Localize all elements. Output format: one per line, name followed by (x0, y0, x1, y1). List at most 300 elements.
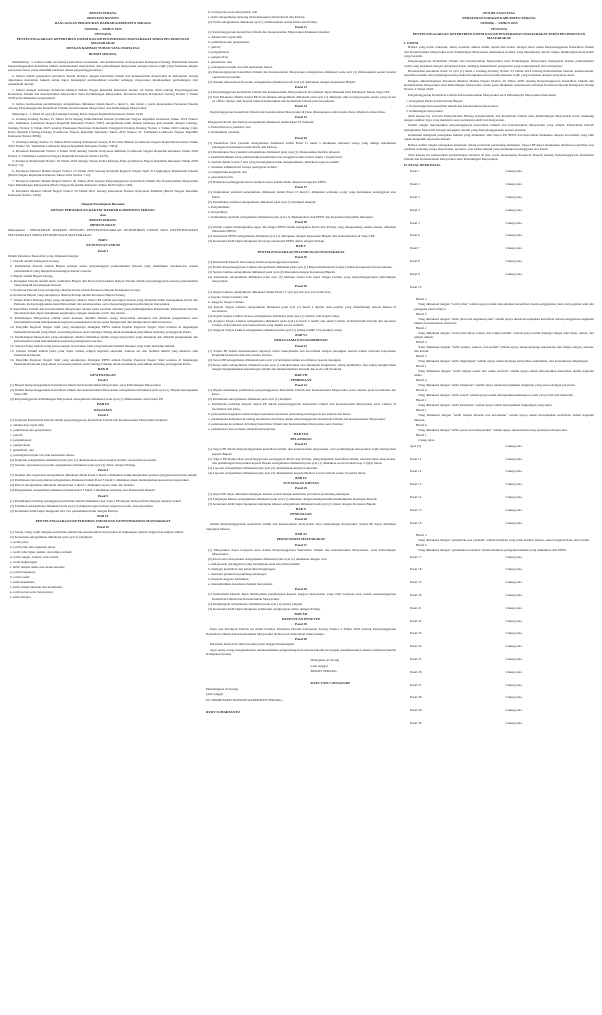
article-explanation-table (404, 169, 594, 297)
row-spacer (404, 212, 594, 221)
article-heading: Pasal 13 (295, 84, 307, 89)
table-row (404, 567, 594, 571)
list-item: d. pelaksanaan koordinasi di bidang Ketertiban Umum dan Ketenteraman Masyarakat serta Linmas; (208, 421, 344, 426)
table-row (404, 233, 594, 237)
article-explanation: Cukup jelas. (505, 482, 523, 487)
article-explanation: Cukup jelas. (505, 592, 523, 597)
list-item: (2) Kegiatan sebagaimana dimaksud pada ayat (1) dilaksanakan sesuai dengan standar operasional prosedur. (10, 458, 157, 463)
article-label: Pasal 29 (410, 708, 422, 713)
huruf-explanation: Yang dimaksud dengan "tertib kesehatan" adalah upaya untuk mewujudkan lingkungan yang sehat. (418, 403, 553, 408)
article-heading: Pasal 20 (295, 284, 307, 289)
chapter-heading: KEWENANGAN (90, 372, 116, 377)
article-label: Pasal 1 (410, 169, 420, 174)
huruf-explanation: Yang dimaksud dengan "tertib jalan" adalah upaya untuk mewujudkan ketertiban dalam penggunaan jalan oleh pejalan kaki dan pengguna jalan lainnya. (414, 302, 594, 311)
row-spacer (404, 687, 594, 696)
paragraph: Penyelenggaraan Ketertiban Umum dan Ketenteraman Masyarakat di Desa dilaksanakan oleh Kepala Desa dibantu Linmas Desa. (210, 109, 386, 114)
list-item: (4) Pengamanan sebagaimana dimaksud dalam Pasal 3 huruf d dilakukan terhadap aset Pemerintah Daerah. (10, 488, 156, 493)
list-item: (1) Masyarakat dapat berperan serta dalam Penyelenggaraan Ketertiban Umum dan Ketenteraman Masyarakat, serta Pelindungan Masyarakat. (208, 547, 396, 556)
article-explanation: Cukup jelas. (505, 258, 523, 263)
row-spacer (404, 199, 594, 208)
list-item: c. mentaati peraturan perundang-undangan; (208, 571, 267, 576)
paragraph: Agar setiap orang mengetahuinya, memerintahkan pengundangan Peraturan Daerah ini dengan penempatannya dalam Lembaran Daerah Kabupaten Serang. (206, 647, 396, 657)
list-item: e. tertib lingkungan; (10, 559, 38, 564)
list-item: j. tertib tempat hiburan dan keramaian; (10, 584, 63, 589)
article-explanation: Cukup jelas. (505, 233, 523, 238)
list-item: (3) Standar operasional prosedur sebagaimana dimaksud pada ayat (2) diatur dengan Perbup. (10, 463, 136, 468)
huruf-notes (404, 297, 594, 441)
chapter-heading: BAB II (97, 367, 109, 372)
menetapkan: Menetapkan : PERATURAN DAERAH TENTANG PENYELENGGARAAN KETERTIBAN UMUM DAN KETENTERAMAN MASYARAKAT SERTA PELINDUNGAN MASYARAKAT. (8, 228, 198, 237)
list-item: (1) Penertiban Non yustisial sebagaimana dimaksud dalam Pasal 15 huruf a dilakukan terhadap warga yang diduga melakukan pelanggaran ketentuan dalam Perda dan Perbup. (208, 140, 396, 150)
list-item: (3) Kerja sama sebagaimana dimaksud pada ayat (1) dilaksanakan atas hubungan fungsional, saling membantu, dan saling menghormati dengan mengutamakan kepentingan umum dan memperhatikan hierarki dan kode etik birokrasi. (208, 363, 396, 372)
huruf-label: Huruf h (416, 388, 427, 393)
table-row (404, 195, 594, 199)
huruf-explanation: Yang dimaksud dengan "penertiban non yustisial" adalah tindakan yang tidak bersifat pidana, seperti teguran lisan dan tertulis. (418, 538, 590, 543)
article-label: Pasal 15 (410, 507, 422, 512)
list-item: a. deteksi dan cegah dini; (10, 423, 45, 428)
chapter-heading: BAB XI (295, 532, 307, 537)
article-explanation: Cukup jelas. (505, 631, 523, 636)
list-item: (3) Ketentuan lebih lanjut mengenai pemberian penghargaan diatur dengan Perbup. (208, 606, 321, 611)
header-line: PENJELASAN ATAS (483, 11, 515, 15)
list-item: (1) Penindakan terhadap pelanggaran ketertiban umum dilakukan oleh Satpol PP dengan berkoordinasi dengan instansi terkait. (10, 498, 182, 503)
list-item: i. tertib kesehatan; (10, 579, 35, 584)
list-item: (1) Pemerintah Daerah dapat memberikan penghargaan kepada anggota masyarakat yang telah berperan serta dalam penyelenggaraan Ketertiban Umum dan Ketenteraman Masyarakat. (208, 592, 396, 601)
row-spacer (404, 661, 594, 670)
list-item: (2) Satpol PP melaporkan penyelenggaraan pelanggaran Perda dan Perbup, menyampaikan ketertiban umum, ketenteraman masyarakat, dan pelindungan masyarakat kepada Bupati sebagaimana dimaksud pada ayat (1) dilakukan secara berkala tiap 3 (tiga) bulan. (208, 456, 396, 465)
paragraph: 7. Peraturan Menteri Dalam Negeri Nomor 26 Tahun 2020 tentang Penyelenggaraan Ketertiban Umum dan Ketenteraman Masyarakat Serta Pelindungan Masyarakat (Berita Negara Republik Indonesia Tahun 2020 Nomor 548); (8, 178, 198, 188)
signatory-name: RUDY SUHARTANTO (206, 709, 241, 714)
list-item: 2. Penyelenggaraan ketertiban umum dan ketenteraman masyarakat; (406, 103, 499, 108)
paragraph: Oleh karena itu, Ujicoba Pemerintahan Bidang Ketenteraman dan Ketertiban Umum serta Perlindungan Masyarakat harus didukung dengan sumber daya yang memadai serta partisipasi aktif dari masyarakat. (404, 113, 594, 122)
header-line: NOMOR ... TAHUN 2025 (480, 21, 518, 26)
list-item: (2) Pembinaan dan penyuluhan sebagaimana dimaksud dalam Pasal 3 huruf b dilakukan untuk meningkatkan kesadaran masyarakat. (10, 478, 190, 483)
article-explanation: Cukup jelas. (505, 669, 523, 674)
list-item: f. penertiban; dan (10, 448, 34, 453)
list-item: (3) Satgas Linmas sebagaimana dimaksud pada ayat (2) ditetapkan dengan Keputusan Bupati. (208, 270, 336, 275)
list-item: a. Kepala Satgas Linmas; dan (208, 294, 249, 299)
row-spacer (404, 486, 594, 495)
header-line: TENTANG (94, 31, 112, 36)
article-explanation: Cukup jelas. (505, 708, 523, 713)
row-spacer (404, 525, 594, 534)
article-heading: Pasal 30 (295, 637, 307, 642)
article-explanation: Cukup jelas. (505, 695, 523, 700)
huruf-explanation: Yang dimaksud dengan "tertib sosial" adalah upaya untuk mewujudkan kehidupan sosial yang tertib dan harmonis. (418, 393, 574, 398)
article-label: Pasal 8 (410, 258, 420, 263)
table-row (404, 272, 594, 276)
list-item: (2) Ketentuan sebagaimana dimaksud pada ayat (1) meliputi: (10, 534, 93, 539)
huruf-label: Huruf j (416, 408, 426, 413)
signature-space (206, 703, 396, 709)
paragraph: Menimbang : a. bahwa untuk terciptanya ketertiban, keamanan, dan ketenteraman di masyarakat Kabupaten Serang, Pemerintah Daerah menyelenggarakan ketertiban umum, ketenteraman masyarakat, dan perlindungan masyarakat sebagai urusan wajib yang berkaitan dengan pelayanan dasar, perlu memiliki landasan dalam penyelenggaraannya; (8, 59, 198, 73)
list-item: b. tertib jalan dan angkutan jalan; (10, 544, 56, 549)
list-item: i. tertib sebagaimana tertuang telah ditetapkan dalam Perda dan Perbup. (208, 15, 306, 19)
signature-line: Ditetapkan di Serang (310, 658, 340, 663)
list-item: (1) Setiap orang wajib menjaga ketertiban umum dan ketenteraman masyarakat di lingkungan tempat tinggal dan tempat umum. (10, 529, 184, 534)
huruf-label: Huruf i (416, 398, 426, 403)
section-heading: II. PASAL DEMI PASAL (404, 163, 441, 168)
article-label: Pasal 30 (410, 720, 422, 725)
paragraph: Dalam rangka mewujudkan penyelenggaraan Ketertiban Umum dan Ketenteraman Masyarakat yang efektif, Pemerintah Daerah menugaskan Satpol PP sebagai perangkat daerah yang menyelenggarakan urusan tersebut. (404, 123, 594, 132)
list-item: k. tertib peran serta masyarakat; (10, 589, 54, 594)
huruf-label: Huruf e (416, 354, 427, 359)
section-heading: I. UMUM (404, 41, 419, 46)
article-label: Ayat (2) (410, 443, 422, 448)
huruf-label: Huruf l (416, 432, 426, 437)
article-label: Pasal 2 (410, 182, 420, 187)
list-item: (4) Keputusan sebagaimana dimaksud pada ayat (3) memuat antara lain tugas Satgas Linmas yang menyelenggarakan pelindungan masyarakat. (208, 275, 396, 284)
article-label: Pasal 3 (410, 195, 420, 199)
article-explanation: Cukup jelas. (505, 195, 523, 199)
list-item: (4) Laporan sebagaimana dimaksud pada ayat (3) disampaikan kepada Menteri secara berkala setiap 6 (enam) bulan. (208, 470, 367, 475)
signatory-name: RATU TATU CHASANAH (310, 681, 350, 685)
list-item: h. tertib sosial; (10, 574, 31, 579)
chapter-heading: PERAN SERTA MASYARAKAT (276, 537, 326, 542)
list-item: (1) Satpol PP dapat diberikan tunjangan khusus sesuai dengan ketentuan peraturan perundang-undangan. (208, 491, 351, 496)
table-row (404, 457, 594, 461)
list-item: 1. Penegakan Perda dan Peraturan Bupati; (406, 98, 464, 103)
article-explanation: Cukup jelas. (505, 182, 523, 187)
huruf-label: Huruf f (416, 364, 427, 369)
list-item: d. menjadi anggota Satlinmas; (208, 576, 250, 581)
decree-line: BUPATI SERANG (89, 218, 117, 223)
row-spacer (404, 238, 594, 247)
article-label: Pasal 7 (410, 246, 420, 251)
list-item: 9. Pelindungan Masyarakat adalah suatu keadaan dinamis dimana warga masyarakat disiapkan dan dibekali pengetahuan serta keterampilan untuk melaksanakan kegiatan penanganan bencana guna mengurangi dan memperkecil akibat bencana. (10, 316, 198, 325)
signature-line: Plt. SEKRETARIS DAERAH KABUPATEN SERANG, (206, 697, 283, 702)
table-row (404, 169, 594, 173)
paragraph: Berdasarkan ketentuan Pasal 12 ayat (1) huruf e Undang-Undang Nomor 23 Tahun 2014 tentang Pemerintahan Daerah, ketenteraman, ketertiban umum dan pelindungan masyarakat merupakan urusan pemerintahan wajib yang berkaitan dengan pelayanan dasar. (404, 69, 594, 78)
table-row (404, 657, 594, 661)
chapter-heading: PENYELENGGARAAN KETERTIBAN UMUM DAN KETENTERAMAN MASYARAKAT (35, 519, 171, 524)
list-item: 7. Satuan Polisi Pamong Praja yang selanjutnya disebut Satpol PP adalah perangkat daerah yang dibentuk untuk menegakkan Perda dan Perkada, menyelenggarakan ketertiban umum dan ketenteraman, serta menyelenggarakan pelindungan masyarakat. (10, 297, 198, 307)
list-item: 11. Perlindungan Masyarakat yang selanjutnya disebut Satlinmas adalah warga masyarakat yang disiapkan dan dibekali pengetahuan dan keterampilan untuk melaksanakan kegiatan penanganan bencana. (10, 334, 198, 343)
paragraph: c. bahwa dengan terbitnya Peraturan Menteri Dalam Negeri Republik Indonesia Nomor 26 Tahun 2020 tentang Penyelenggaraan Ketertiban Umum dan Ketenteraman Masyarakat Serta Perlindungan Masyarakat, Peraturan Daerah Kabupaten Serang Nomor 2 Tahun 2018 perlu dilakukan penyesuaian; (8, 87, 198, 101)
list-item: (3) Ketentuan lebih lanjut mengenai tunjangan khusus sebagaimana dimaksud pada ayat (1) diatur dengan Peraturan Bupati. (208, 501, 377, 506)
article-explanation: Cukup jelas. (505, 207, 523, 212)
table-row (404, 482, 594, 486)
list-item: (2) Dalam menyelenggarakan Ketertiban Umum dan Ketenteraman Masyarakat sebagaimana dimaksud pada ayat (1), Bupati menugaskan Satpol PP. (10, 388, 198, 397)
article-explanation: Cukup jelas. (505, 554, 523, 559)
paragraph: Mengingat : 1. Pasal 18 ayat (6) Undang-Undang Dasar Negara Republik Indonesia Tahun 1945; (12, 111, 144, 116)
list-item: (2) Peran serta masyarakat sebagaimana dimaksud pada ayat (1) dilakukan dengan cara: (208, 556, 328, 561)
article-explanation-table (404, 555, 594, 734)
list-item: (2) Tunjangan khusus sebagaimana dimaksud pada ayat (1) diberikan dengan memperhatikan kemampuan keuangan Daerah. (208, 496, 378, 501)
list-item: (1) Satpol PP dalam melaksanakan tugasnya dapat bekerjasama dan koordinasi dengan perangkat daerah terkait dan/atau Kepolisian Republik Indonesia dan/atau tentara lainnya. (208, 348, 396, 358)
huruf-label: Huruf k (416, 422, 427, 427)
article-label: Pasal 25 (410, 656, 422, 661)
list-item: (2) Kepala Satgas Linmas sebagaimana dimaksud pada ayat (1) huruf a dijabat oleh pejabat yang membidangi urusan linmas di kecamatan. (208, 304, 396, 313)
list-item: (3) Kepala Satgas Linmas di desa sebagaimana dimaksud pada ayat (1) dijabat oleh Kepala Desa. (208, 313, 341, 318)
list-item: b. pembinaan dan penyuluhan; (10, 428, 52, 433)
article-label: Pasal 12 (410, 469, 422, 474)
list-item: b. pembinaan dan penyuluhan; (208, 40, 250, 45)
signature-space (311, 674, 397, 680)
list-item: b. Anggota Satgas Linmas. (208, 299, 245, 304)
list-item: (3) Dalam hal pelanggaran Perda terdapat unsur pidana maka dilaporkan kepada PPNS. (208, 180, 327, 185)
article-label: Pasal 4 (410, 207, 420, 212)
article-explanation: Cukup jelas. (505, 644, 523, 649)
consideration-block (8, 60, 198, 197)
article-label: Pasal 9 (410, 271, 420, 276)
table-row (404, 495, 594, 499)
header-line: PERATURAN DAERAH KABUPATEN SERANG (462, 16, 536, 21)
article-heading: Pasal 23 (295, 442, 307, 447)
huruf-explanation: Yang dimaksud dengan "tertib sungai, saluran, dan kolam" adalah upaya untuk menjaga kelestarian dan fungsi sungai, saluran, dan kolam. (414, 344, 594, 354)
list-item: 12. Setiap Orang adalah orang perseorangan atau badan, baik yang berbadan hukum maupun yang tidak berbadan hukum. (10, 343, 176, 348)
list-item: b. Penyidikan; (208, 209, 228, 214)
article-label: Pasal 26 (410, 669, 422, 674)
header-line: RANCANGAN PERATURAN DAERAH KABUPATEN SERANG (54, 21, 152, 26)
chapter-heading: BAB VIII (293, 431, 309, 436)
row-spacer (404, 276, 594, 285)
article-heading: Pasal 15 (295, 115, 307, 120)
row-spacer (404, 225, 594, 234)
table-row (404, 521, 594, 525)
article-heading: Pasal 11 (295, 25, 307, 30)
article-heading: Pasal 4 (97, 468, 109, 473)
list-item: (2) Penghargaan sebagaimana dimaksud pada ayat (1) berupa piagam. (208, 601, 303, 606)
signature-line: BUPATI SERANG, (310, 668, 338, 673)
article-label: Pasal 23 (410, 631, 422, 636)
row-spacer (404, 712, 594, 721)
table-row (404, 695, 594, 699)
list-item: h. tertib peran serta masyarakat; dan (208, 10, 258, 14)
paragraph: 8. Peraturan Menteri Dalam Negeri Nomor 59 Tahun 2021 tentang Penerapan Standar Pelayanan Minimal (Berita Negara Republik Indonesia Nomor 1419); (8, 188, 198, 197)
table-row (404, 555, 594, 559)
chapter-heading: KETENTUAN UMUM (86, 243, 120, 248)
list-item: (1) Dalam rangka meningkatkan tugas dan fungsi PPNS dalam penegakan Perda dan Perbup yang mengandung sanksi pidana, dibentuk Sekretariat PPNS. (208, 225, 396, 234)
article-explanation: Cukup jelas. (505, 567, 523, 572)
row-spacer (404, 648, 594, 657)
paragraph: 3. Undang-Undang Nomor 15 Tahun 2024 tentang Kabupaten Serang di Provinsi Banten (Lembaran Negara Republik Indonesia Tahun 2024 Nomor 93, Tambahan Lembaran Negara Republik Indonesia Nomor 7004); (8, 139, 198, 148)
paragraph: Dalam Peraturan Daerah ini yang dimaksud dengan: (8, 253, 79, 258)
table-row (404, 619, 594, 623)
chapter-heading: BAB V (295, 244, 307, 249)
paragraph: Pada saat Peraturan Daerah ini mulai berlaku, Peraturan Daerah Kabupaten Serang Nomor 2 Tahun 2018 tentang Penyelenggaraan Ketertiban Umum dan Ketenteraman Masyarakat dicabut dan dinyatakan tidak berlaku. (206, 627, 396, 636)
row-spacer (404, 584, 594, 593)
table-row (404, 285, 594, 289)
table-row (404, 606, 594, 610)
list-item: a. Pembinaan terhadap Kepala Satpol PP dalam penyelenggaraan Ketertiban Umum dan Ketenteraman Masyarakat serta Linmas di kecamatan dan Desa. (208, 402, 396, 411)
huruf-label: Huruf b (416, 311, 427, 316)
list-item: c. pelaksanaan kebijakan di bidang kecamatan dan Desa dalam penyelenggaraan Ketertiban Umum dan Ketenteraman Masyarakat; (208, 416, 386, 421)
list-item: (3) Standar Operasional Prosedur sebagaimana dimaksud pada ayat (2) ditetapkan dengan Keputusan Bupati. (208, 79, 356, 84)
row-spacer (404, 623, 594, 632)
table-row (404, 644, 594, 648)
header-line: NOMOR ... TAHUN 2025 (84, 26, 122, 31)
chapter-heading: BAB X (295, 506, 307, 511)
list-item: (3) Ketentuan lebih lanjut mengenai tata kerja sekretariat PPNS diatur dengan Perbup. (208, 239, 325, 244)
list-item: d. penghentian kegiatan; dan (208, 170, 247, 175)
list-item: e. pengawalan; (10, 443, 31, 448)
list-item: (2) Pembinaan sebagaimana dimaksud pada ayat (1) meliputi: (208, 397, 292, 402)
list-item: a. tertib jalan; (10, 539, 29, 544)
decree-line: DEWAN PERWAKILAN RAKYAT DAERAH KABUPATEN SERANG (51, 207, 155, 212)
article-explanation-table (404, 444, 594, 534)
list-item: (1) Satpol PP dalam menyelenggarakan ketertiban umum, dan ketenteraman masyarakat, serta pelindungan masyarakat wajib melaporkan kepada Bupati. (208, 447, 396, 456)
table-row (404, 670, 594, 674)
chapter-heading: PENYELENGGARAAN PELINDUNGAN MASYARAKAT (257, 249, 345, 254)
table-row (404, 593, 594, 597)
row-spacer (404, 289, 594, 298)
huruf-explanation: Yang dimaksud dengan "penindakan yustisial" adalah tindakan penegakan hukum yang dilakukan oleh PPNS. (418, 548, 568, 553)
article-label: Pasal 13 (410, 482, 422, 487)
column-2 (206, 10, 396, 1009)
list-item: g. tertib bangunan; (10, 569, 36, 574)
row-spacer (404, 725, 594, 734)
list-item: (3) Laporan sebagaimana dimaksud pada ayat (2) disampaikan kepada Gubernur. (208, 465, 318, 470)
list-item: (1) Bupati melakukan pembinaan penyelenggaraan Ketertiban Umum dan Ketenteraman Masyarakat serta Linmas pada kecamatan dan Desa. (208, 388, 396, 397)
decree-line: dan (100, 212, 106, 217)
signature-block-enactment (206, 658, 396, 685)
article-explanation: Cukup jelas. (505, 494, 523, 499)
list-item: 3. Bupati adalah Bupati Serang. (10, 273, 54, 278)
article-label: Pasal 5 (410, 220, 420, 225)
header-line: PENYELENGGARAAN KETERTIBAN UMUM DAN KETENTERAMAN MASYARAKAT SERTA PELINDUNGAN MASYARAKAT (412, 31, 586, 41)
table-row (404, 221, 594, 225)
huruf-explanation: Yang dimaksud dengan "tertib jalur hijau, taman, dan tempat umum" adalah upaya untuk menjaga fungsi jalur hijau, taman, dan tempat umum. (414, 330, 594, 339)
huruf-label: Huruf a (416, 533, 427, 538)
article-label: Pasal 28 (410, 695, 422, 700)
header-line: PROVINSI BANTEN (87, 16, 119, 21)
row-spacer (404, 674, 594, 683)
row-spacer (404, 499, 594, 508)
column-3 (404, 10, 594, 1009)
article-explanation: Cukup jelas. (505, 605, 523, 610)
article-heading: Pasal 19 (295, 254, 307, 259)
header-line: BUPATI SERANG (89, 11, 117, 15)
table-row (404, 469, 594, 473)
list-item: d. pengamanan; (208, 50, 230, 55)
huruf-label: Huruf b (416, 543, 427, 548)
huruf-explanation: Yang dimaksud dengan "tertib tempat hiburan dan keramaian" adalah upaya untuk mewujudkan ketertiban dalam kegiatan hiburan. (414, 413, 594, 422)
table-row (404, 683, 594, 687)
huruf-label: Huruf c (416, 325, 427, 330)
article-heading: Pasal 22 (295, 382, 307, 387)
article-explanation: Cukup jelas. (505, 246, 523, 251)
row-spacer (404, 610, 594, 619)
table-row (404, 580, 594, 584)
row-spacer (404, 559, 594, 568)
row-spacer (404, 448, 594, 457)
article-explanation: Cukup jelas. (505, 682, 523, 687)
list-item: l. tertib lainnya. (10, 594, 32, 599)
table-row (404, 444, 594, 448)
article-explanation: Cukup jelas. (505, 618, 523, 623)
article-label: Pasal 6 (410, 233, 420, 238)
list-item: Pengenaan Perda dan Perbup sebagaimana dimaksud dalam Pasal 10 meliputi: (208, 120, 315, 125)
list-item: (2) Tindakan sebagaimana dimaksud pada ayat (1) meliputi teguran lisan, teguran tertulis, dan penertiban. (10, 503, 154, 508)
signature-line: Diundangkan di Serang (206, 687, 239, 692)
paragraph: 5. Peraturan Pemerintah Nomor 16 Tahun 2018 tentang Satuan Polisi Pamong Praja (Lembaran Negara Republik Indonesia Tahun 2018 Nomor 72); (8, 159, 198, 168)
huruf-explanation: Yang dimaksud dengan "tertib tempat usaha dan usaha tertentu" adalah upaya untuk mewujudkan ketertiban dalam kegiatan usaha. (414, 369, 594, 378)
list-item: a. Penyelidikan; (208, 204, 230, 209)
list-item: f. tertib tempat usaha dan usaha tertentu; (10, 564, 66, 569)
article-heading: Pasal 21 (295, 343, 307, 348)
huruf-notes (404, 533, 594, 552)
article-label: Pasal 27 (410, 682, 422, 687)
paragraph: Penyelenggaraan Ketertiban Umum dan Ketenteraman Masyarakat serta Pelindungan Masyarakat merupakan urusan pemerintahan wajib yang berkaitan dengan pelayanan dasar, sehingga memerlukan pengaturan yang komprehensif dan terintegrasi. (404, 59, 594, 68)
list-item: 14. Penyidik Pegawai Negeri Sipil yang selanjutnya disingkat PPNS adalah Pejabat Pegawai Negeri Sipil tertentu di lingkungan Pemerintah Daerah yang diberi wewenang khusus oleh Undang-Undang untuk melakukan penyidikan terhadap pelanggaran Perda. (10, 358, 198, 367)
chapter-heading: BAB VII (294, 372, 308, 377)
chapter-heading: BAB IV (97, 514, 109, 519)
paragraph: d. bahwa berdasarkan pertimbangan sebagaimana dimaksud dalam huruf a, huruf b, dan huruf c, perlu menetapkan Peraturan Daerah tentang Penyelenggaraan Ketertiban Umum, Ketenteraman Masyarakat, dan Pelindungan Masyarakat; (8, 101, 198, 111)
article-explanation: Cukup jelas. (505, 169, 523, 174)
list-item: e. pemantauan dan evaluasi pelaksanaan kegiatan. (208, 426, 276, 431)
header-line: TENTANG (490, 26, 508, 31)
list-item: (1) Bupati menyelenggarakan Ketertiban Umum dan Ketenteraman Masyarakat, serta Pelindungan Masyarakat. (10, 383, 162, 388)
paragraph: b. bahwa dalam penegakan peraturan daerah terdapat dengan ketertiban umum dan ketenteraman masyarakat di Kabupaten Serang diperlukan instrumen hukum untuk dapat menangani permasalahan tersebut sehingga masyarakat mendapatkan perlindungan dari pemerintah daerah; (8, 73, 198, 87)
article-heading: Pasal 1 (97, 248, 109, 253)
signature-line: pada tanggal (310, 663, 328, 668)
table-row (404, 208, 594, 212)
article-heading: Pasal 16 (295, 135, 307, 140)
chapter-heading: BAB XII (294, 611, 308, 616)
article-label: Pasal 22 (410, 618, 422, 623)
article-heading: Pasal 25 (295, 486, 307, 491)
list-item: a. memberitahukan surat pemberitahuan kemudian dan sanggah tertulis dalam waktu 7 (tujuh) hari; (208, 155, 343, 160)
list-item: a. Penertiban non yustisial; dan (208, 125, 251, 130)
list-item: b. apabila dalam waktu 7 hari yang bersangkutan tidak mengindahkan, diberikan teguran tertulis; (208, 160, 340, 165)
list-item: (1) Penyelenggaraan Ketertiban Umum dan Ketenteraman Masyarakat dilakukan melalui: (208, 30, 330, 35)
article-label: Pasal 10 (410, 284, 422, 289)
article-explanation (490, 285, 595, 289)
row-spacer (404, 636, 594, 645)
article-explanation: Cukup jelas. (505, 456, 523, 461)
chapter-heading: KETENTUAN PENUTUP (281, 616, 321, 621)
huruf-explanation: Yang dimaksud dengan "tertib bangunan" adalah upaya untuk mewujudkan bangunan yang sesuai dengan peraturan. (418, 383, 576, 388)
article-explanation: Cukup jelas. (505, 271, 523, 276)
list-item: (2) Satpol PP sebagaimana dimaksud pada ayat (1) bertindak selaku koordinator operasi lapangan. (208, 358, 342, 363)
article-heading: Pasal 17 (295, 185, 307, 190)
decree-line: MEMUTUSKAN: (89, 223, 117, 228)
paragraph: Dalam menyelenggarakan ketertiban umum dan ketenteraman masyarakat serta pelindungan masyarakat, Satpol PP dapat diberikan tunjangan khusus. (206, 522, 396, 531)
list-item: c. tertib jalur hijau, taman, dan tempat umum; (10, 549, 73, 554)
article-label: Pasal 24 (410, 644, 422, 649)
huruf-explanation: Yang dimaksud dengan "tertib jalan dan angkutan jalan" adalah upaya untuk mewujudkan ketertiban dalam penggunaan angkutan umum dan kendaraan bermotor. (414, 316, 594, 325)
row-spacer (404, 263, 594, 272)
article-heading: Pasal 2 (97, 377, 109, 382)
row-spacer (404, 572, 594, 581)
header-line: DENGAN RAHMAT TUHAN YANG MAHA ESA (66, 46, 140, 51)
list-item: 13. Tempat Umum adalah jalan, jalur hijau, taman, tempat kegiatan ekonomi, saluran air, dan fasilitas umum yang dikelola oleh Pemerintah Daerah. (10, 348, 198, 358)
chapter-heading: PENDANAAN (290, 511, 312, 516)
table-row (404, 259, 594, 263)
row-spacer (404, 597, 594, 606)
paragraph: Bahwa dalam rangka penegakan ketentuan dalam peraturan perundang-undangan, Satpol PP dapat melakukan tindakan penertiban non yustisial terhadap warga masyarakat, aparatur, atau badan hukum yang melakukan pelanggaran atas Perda. (404, 143, 594, 152)
chapter-heading: PELAPORAN (290, 436, 312, 441)
article-explanation: Cukup jelas. (505, 580, 523, 585)
list-item: c. tindakan administratif berupa peringatan tertulis; (208, 165, 278, 170)
article-heading: Pasal 26 (295, 517, 307, 522)
table-row (404, 246, 594, 250)
list-item: (5) Anggota Satgas Linmas sebagaimana dimaksud pada ayat (1) paling sedikit 10 (sepuluh) orang. (208, 328, 343, 333)
row-spacer (404, 250, 594, 259)
list-item: (2) Unit Pelaksana Teknis Satpol PP di kecamatan sebagaimana dimaksud pada ayat (1) dipimpin oleh seorang kepala satuan yang secara ex officio dijabat oleh Kepala Seksi Ketenteraman dan Ketertiban Umum pada kecamatan. (208, 95, 396, 104)
table-row (404, 721, 594, 725)
list-item: b. penyusunan Kegiatan sesuai dengan ketentuan peraturan perundang-undangan di kecamatan dan Desa; (208, 411, 351, 416)
row-spacer (404, 174, 594, 183)
list-item: 5. Peraturan Daerah yang selanjutnya disebut Perda adalah Peraturan Daerah Kabupaten Serang. (10, 287, 141, 292)
article-explanation: Cukup jelas. (505, 469, 523, 474)
article-label: Pasal 18 (410, 567, 422, 572)
list-item: 10. Penyidik Pegawai Negeri Sipil yang selanjutnya disingkat PPNS adalah Pejabat Pegawai Negeri Sipil tertentu di lingkungan Pemerintah Daerah yang diberi wewenang khusus oleh Undang-Undang untuk melakukan penyidikan terhadap pelanggaran Perda. (10, 325, 198, 334)
signature-block-promulgation (206, 687, 396, 714)
table-row (404, 508, 594, 512)
paragraph: Penyelenggaraan Ketertiban Umum dan Ketenteraman Masyarakat serta Pelindungan Masyarakat mencakup: (408, 93, 557, 98)
